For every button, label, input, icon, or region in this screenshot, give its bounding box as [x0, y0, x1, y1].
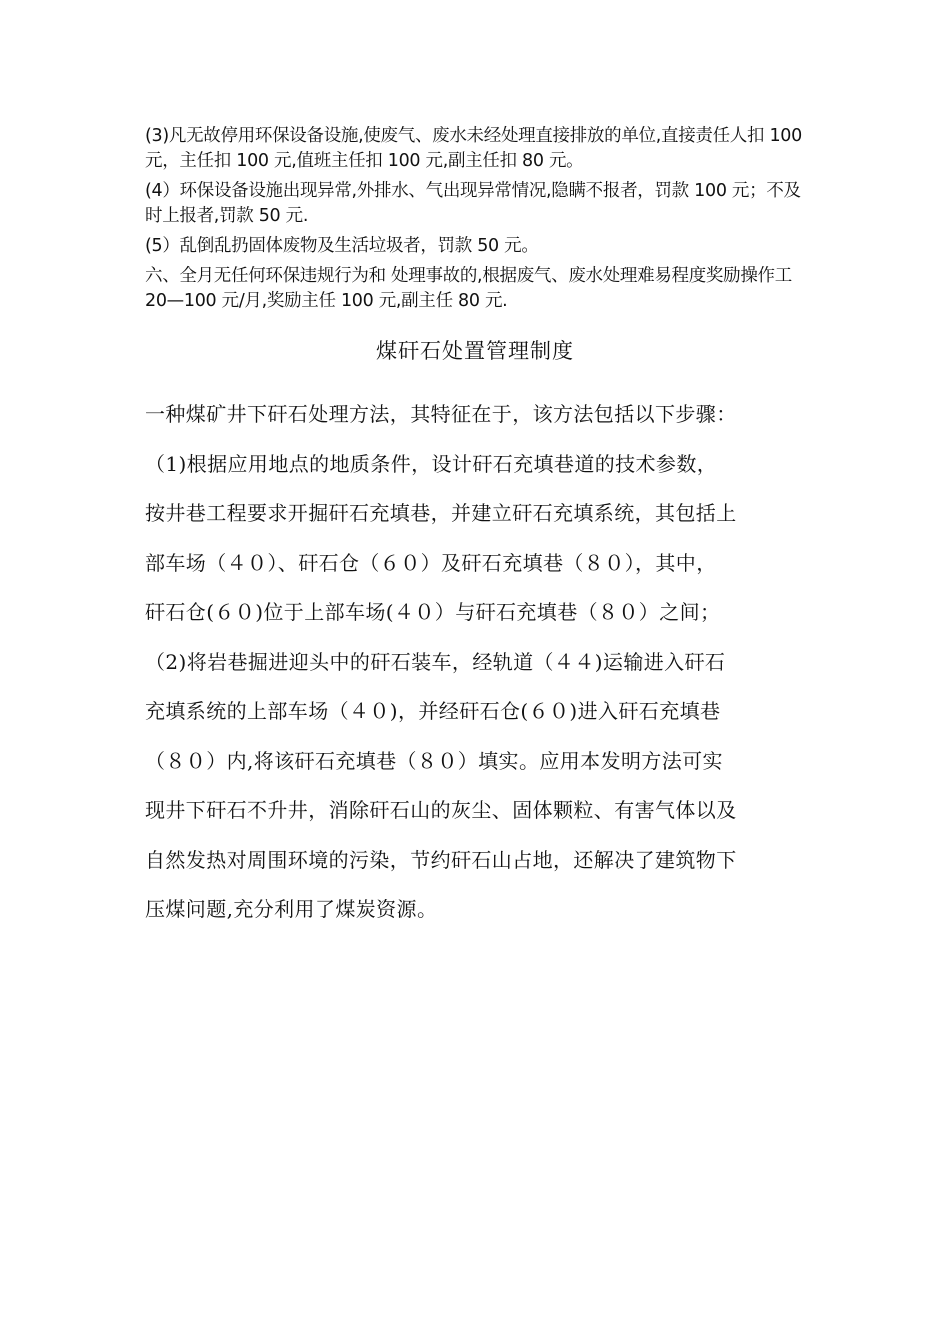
body-line: 压煤问题,充分利用了煤炭资源。: [145, 897, 438, 921]
rule-item-six: 六、全月无任何环保违规行为和 处理事故的,根据废气、废水处理难易程度奖励操作工 20—100 元/月,奖励主任 100 元,副主任 80 元.: [145, 266, 792, 311]
section-body: [145, 390, 805, 935]
body-line: 充填系统的上部车场（４０)，并经矸石仓(６０)进入矸石充填巷: [145, 699, 721, 723]
body-line: 现井下矸石不升井，消除矸石山的灰尘、固体颗粒、有害气体以及: [145, 798, 737, 822]
body-line: 自然发热对周围环境的污染，节约矸石山占地，还解决了建筑物下: [145, 847, 737, 872]
body-line: 部车场（４０）、矸石仓（６０）及矸石充填巷（８０），其中，: [145, 550, 717, 575]
body-line: 一种煤矿井下矸石处理方法，其特征在于，该方法包括以下步骤：: [145, 402, 737, 426]
rule-item-3: (3)凡无故停用环保设备设施,使废气、废水未经处理直接排放的单位,直接责任人扣 100 元，主任扣 100 元,值班主任扣 100 元,副主任扣 80 元。: [145, 126, 802, 171]
body-line: （2)将岩巷掘进迎头中的矸石装车，经轨道（４４)运输进入矸石: [145, 649, 726, 674]
section-title: 煤矸石处置管理制度: [376, 339, 574, 363]
penalty-rules: [145, 124, 805, 319]
body-line: （1)根据应用地点的地质条件，设计矸石充填巷道的技术参数，: [145, 451, 718, 476]
rule-item-4: (4）环保设备设施出现异常,外排水、气出现异常情况,隐瞒不报者，罚款 100 元；不及时上报者,罚款 50 元.: [145, 181, 801, 226]
body-line: （８０）内,将该矸石充填巷（８０）填实。应用本发明方法可实: [145, 748, 723, 773]
body-line: 矸石仓(６０)位于上部车场(４０）与矸石充填巷（８０）之间；: [145, 600, 721, 624]
body-line: 按井巷工程要求开掘矸石充填巷，并建立矸石充填系统，其包括上: [145, 501, 737, 525]
rule-item-5: (5）乱倒乱扔固体废物及生活垃圾者，罚款 50 元。: [145, 236, 539, 256]
